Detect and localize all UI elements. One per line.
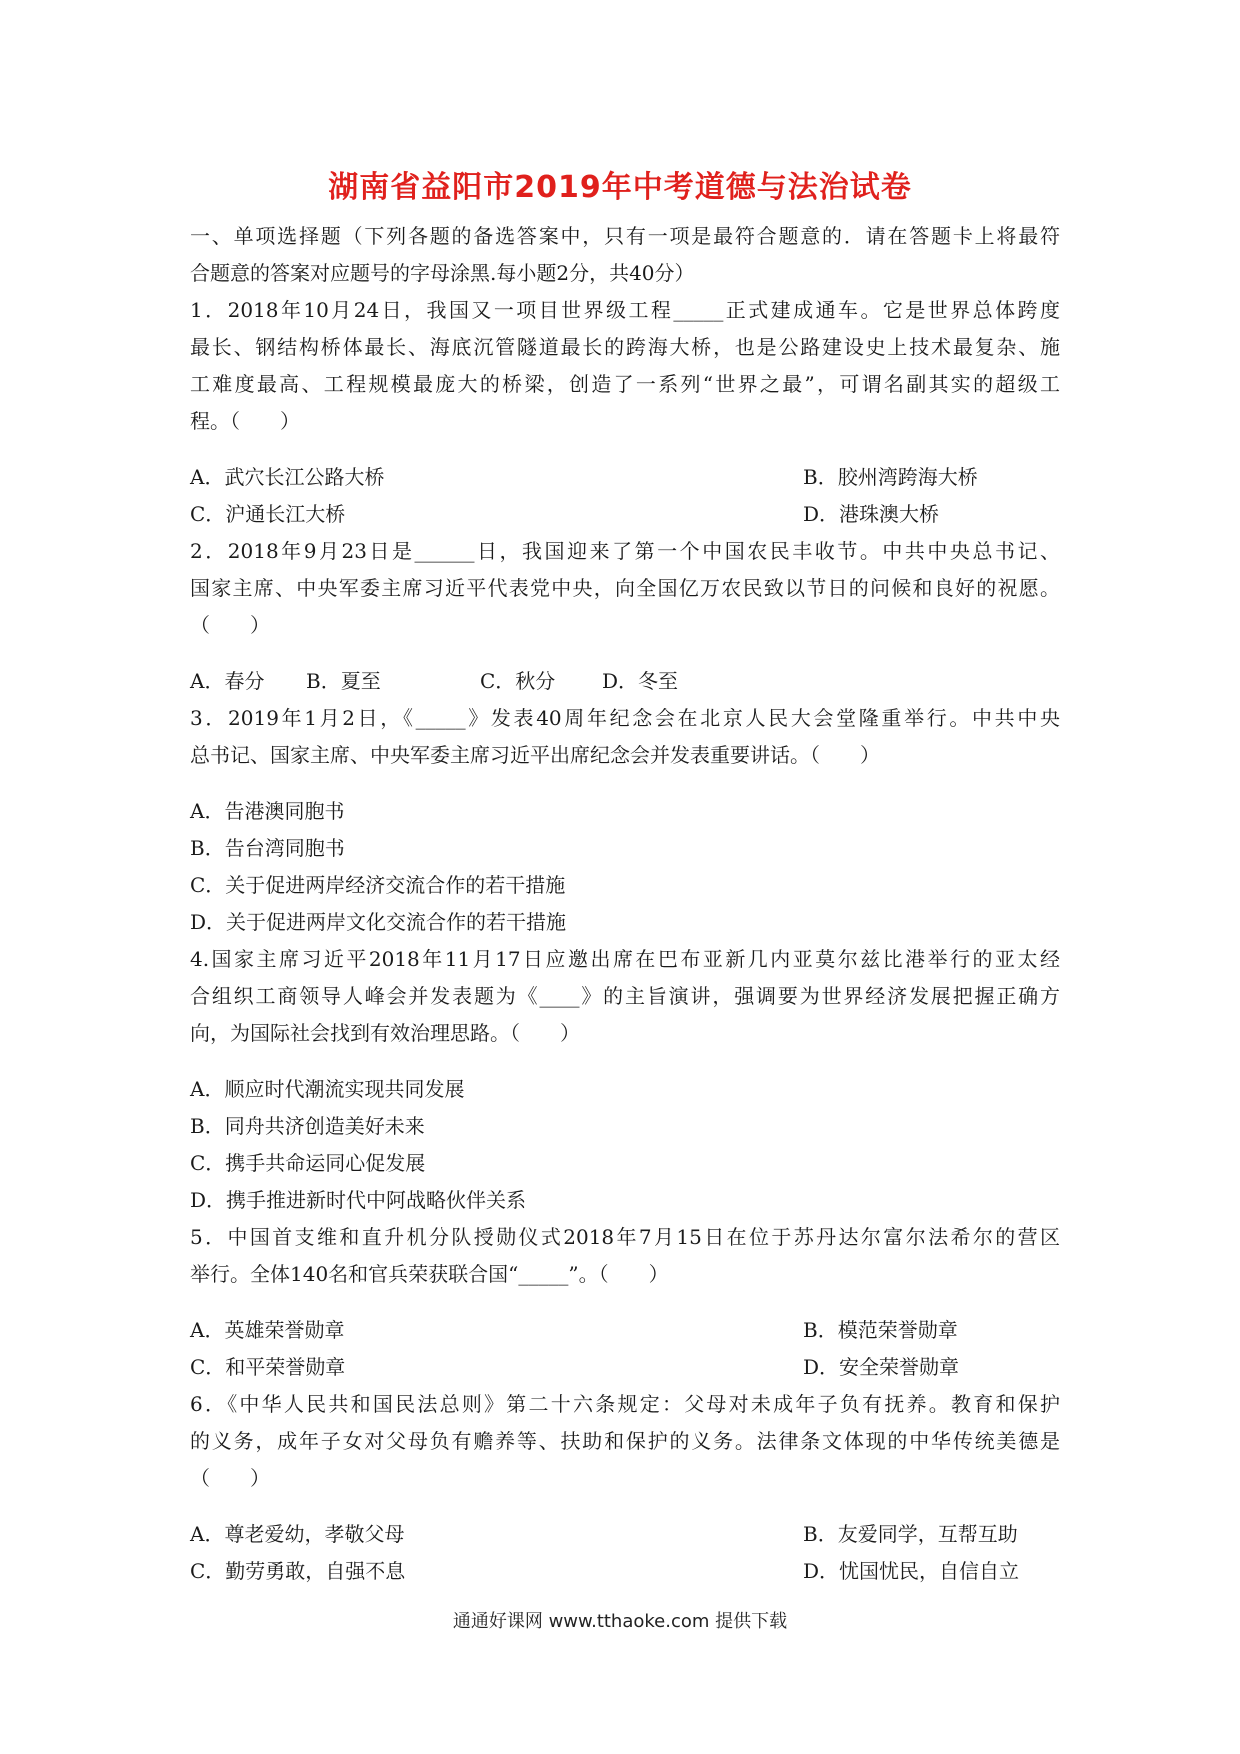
option-d[interactable]: D．关于促进两岸文化交流合作的若干措施 [190, 910, 567, 934]
option-b[interactable]: B．模范荣誉勋章 [803, 1318, 958, 1342]
option-c[interactable]: C．和平荣誉勋章 [190, 1355, 346, 1379]
question-2 [190, 533, 1060, 700]
question-4 [190, 941, 1060, 1219]
option-b[interactable]: B．告台湾同胞书 [190, 836, 345, 860]
question-line: 程。（ ） [190, 409, 300, 433]
section-line: 合题意的答案对应题号的字母涂黑.每小题2分，共40分） [190, 261, 695, 285]
option-d[interactable]: D．安全荣誉勋章 [803, 1355, 960, 1379]
question-line: 6．《中华人民共和国民法总则》第二十六条规定：父母对未成年子负有抚养。教育和保护 [190, 1392, 1060, 1416]
option-c[interactable]: C．秋分 [480, 669, 556, 693]
question-line: 最长、钢结构桥体最长、海底沉管隧道最长的跨海大桥，也是公路建设史上技术最复杂、施 [190, 335, 1060, 359]
option-c[interactable]: C．沪通长江大桥 [190, 502, 346, 526]
option-b[interactable]: B．胶州湾跨海大桥 [803, 465, 978, 489]
option-a[interactable]: A．武穴长江公路大桥 [190, 465, 385, 489]
option-c[interactable]: C．勤劳勇敢，自强不息 [190, 1559, 406, 1583]
option-c[interactable]: C．关于促进两岸经济交流合作的若干措施 [190, 873, 566, 897]
question-line: 总书记、国家主席、中央军委主席习近平出席纪念会并发表重要讲话。（ ） [190, 743, 880, 767]
question-line: 1．2018年10月24日，我国又一项目世界级工程_____正式建成通车。它是世界总体跨度 [190, 298, 1060, 322]
question-line: 国家主席、中央军委主席习近平代表党中央，向全国亿万农民致以节日的问候和良好的祝愿。 [190, 576, 1060, 600]
option-d[interactable]: D．忧国忧民，自信自立 [803, 1559, 1020, 1583]
question-3 [190, 700, 1060, 941]
question-line: 向，为国际社会找到有效治理思路。（ ） [190, 1021, 580, 1045]
exam-content [190, 218, 1060, 1590]
option-a[interactable]: A．告港澳同胞书 [190, 799, 345, 823]
page-title: 湖南省益阳市2019年中考道德与法治试卷 [328, 170, 912, 205]
option-b[interactable]: B．夏至 [306, 669, 381, 693]
option-d[interactable]: D．冬至 [602, 669, 679, 693]
option-d[interactable]: D．携手推进新时代中阿战略伙伴关系 [190, 1188, 527, 1212]
question-line: （ ） [190, 1466, 270, 1490]
question-line: 4.国家主席习近平2018年11月17日应邀出席在巴布亚新几内亚莫尔兹比港举行的亚太经 [190, 947, 1060, 971]
footer-text: 通通好课网 www.tthaoke.com 提供下载 [452, 1611, 788, 1632]
option-a[interactable]: A．春分 [190, 669, 265, 693]
section-line: 一、单项选择题（下列各题的备选答案中，只有一项是最符合题意的．请在答题卡上将最符 [190, 224, 1060, 248]
question-1 [190, 292, 1060, 533]
question-5 [190, 1219, 1060, 1386]
option-a[interactable]: A．尊老爱幼，孝敬父母 [190, 1522, 405, 1546]
option-a[interactable]: A．顺应时代潮流实现共同发展 [190, 1077, 465, 1101]
question-line: 5．中国首支维和直升机分队授勋仪式2018年7月15日在位于苏丹达尔富尔法希尔的营区 [190, 1225, 1060, 1249]
option-b[interactable]: B．同舟共济创造美好未来 [190, 1114, 425, 1138]
question-line: 举行。全体140名和官兵荣获联合国“_____”。（ ） [190, 1262, 669, 1286]
option-b[interactable]: B．友爱同学，互帮互助 [803, 1522, 1018, 1546]
option-d[interactable]: D．港珠澳大桥 [803, 502, 940, 526]
option-a[interactable]: A．英雄荣誉勋章 [190, 1318, 345, 1342]
question-line: 工难度最高、工程规模最庞大的桥梁，创造了一系列“世界之最”，可谓名副其实的超级工 [190, 372, 1060, 396]
question-6 [190, 1386, 1060, 1590]
question-line: 合组织工商领导人峰会并发表题为《____》的主旨演讲，强调要为世界经济发展把握正确方 [190, 984, 1060, 1008]
option-c[interactable]: C．携手共命运同心促发展 [190, 1151, 426, 1175]
question-line: 3．2019年1月2日，《_____》发表40周年纪念会在北京人民大会堂隆重举行。中共中央 [190, 706, 1060, 730]
question-line: （ ） [190, 613, 270, 637]
question-line: 2．2018年9月23日是______日，我国迎来了第一个中国农民丰收节。中共中央总书记、 [190, 539, 1060, 563]
question-line: 的义务，成年子女对父母负有赡养等、扶助和保护的义务。法律条文体现的中华传统美德是 [190, 1429, 1060, 1453]
